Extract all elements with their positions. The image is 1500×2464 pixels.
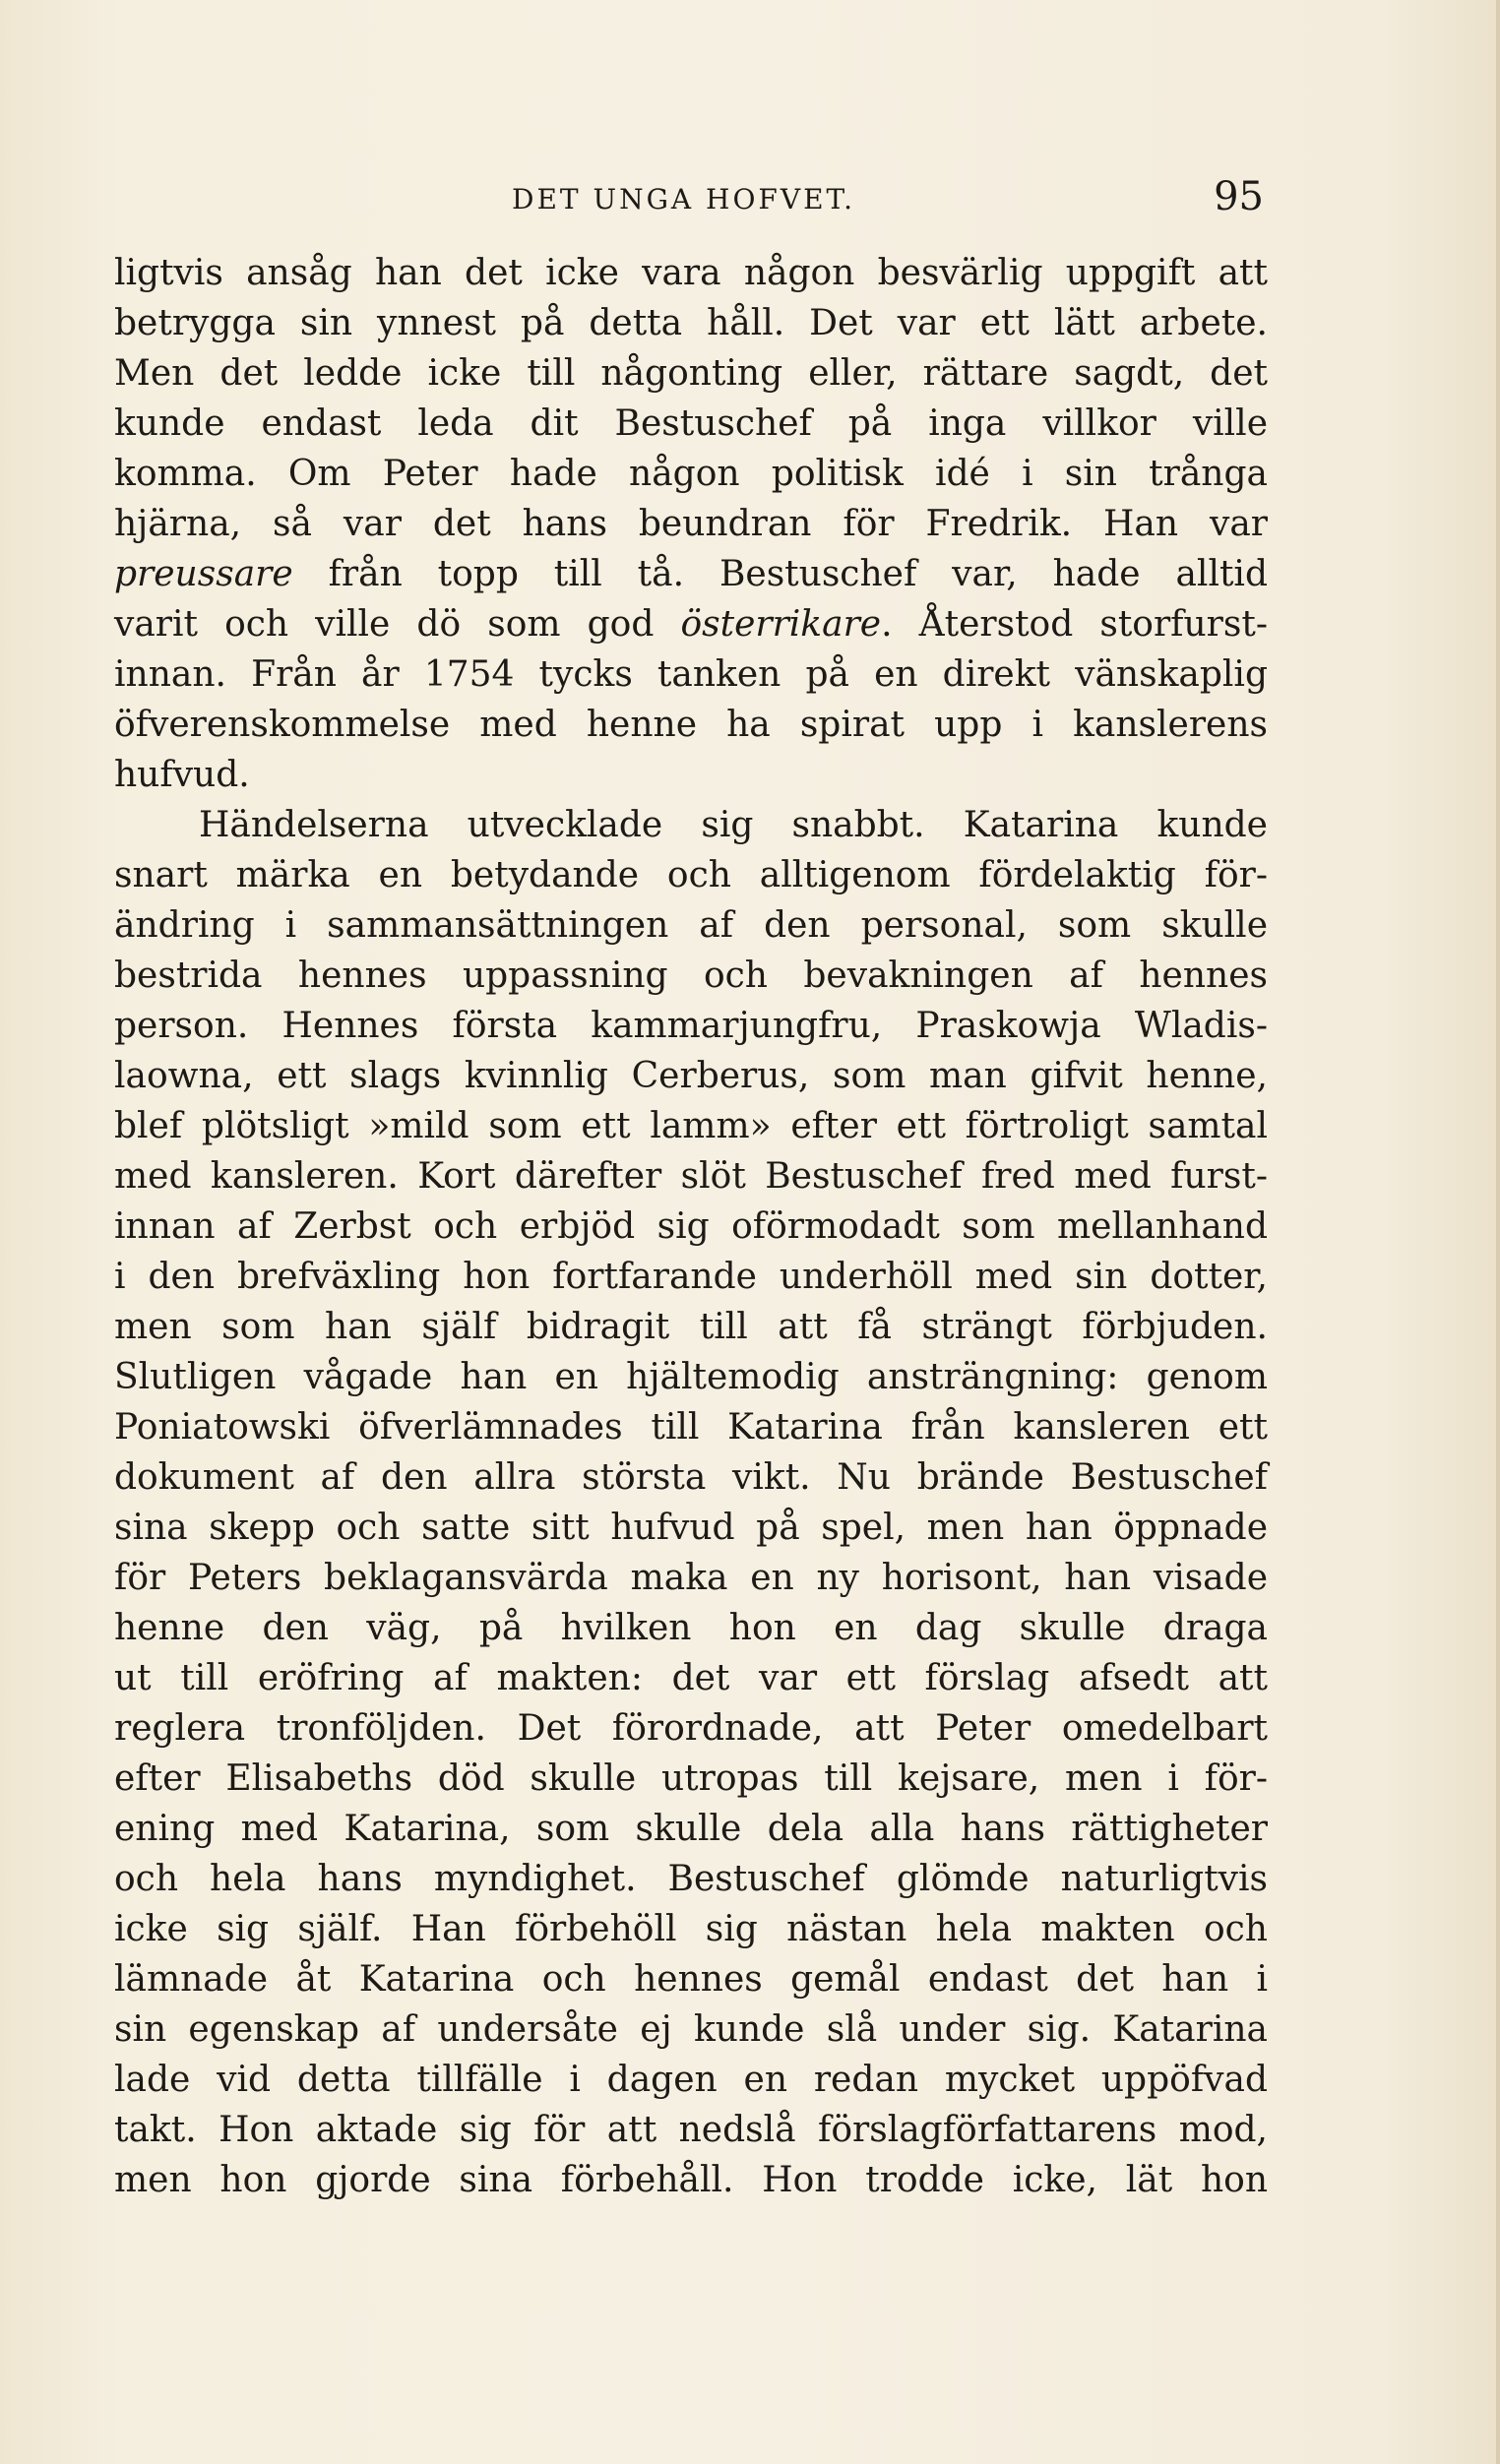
- text-line: [114, 1553, 1268, 1603]
- page-edge: [1496, 0, 1500, 2464]
- line-text: innan. Från år 1754 tycks tanken på en direkt vänskaplig: [114, 654, 1268, 695]
- line-text: men hon gjorde sina förbehåll. Hon trodde icke, lät hon: [114, 2160, 1268, 2200]
- text-line: [114, 348, 1268, 399]
- text-line: [114, 1001, 1268, 1051]
- line-text: komma. Om Peter hade någon politisk idé i sin trånga: [114, 454, 1268, 494]
- text-line: [114, 1904, 1268, 1954]
- line-text: Händelserna utvecklade sig snabbt. Katarina kunde: [199, 805, 1268, 845]
- text-line: [114, 1603, 1268, 1653]
- text-line: [114, 1252, 1268, 1302]
- line-text: öfverenskommelse med henne ha spirat upp i kanslerens: [114, 705, 1268, 745]
- text-line: [114, 951, 1268, 1001]
- text-line: [114, 1452, 1268, 1503]
- text-line: [114, 850, 1268, 900]
- text-line: [114, 248, 1268, 298]
- text-line: [114, 499, 1268, 549]
- line-text: Slutligen vågade han en hjältemodig ansträngning: genom: [114, 1357, 1268, 1397]
- line-text: sina skepp och satte sitt hufvud på spel, men han öppnade: [114, 1508, 1268, 1548]
- line-text: i den brefväxling hon fortfarande underhöll med sin dotter,: [114, 1257, 1268, 1297]
- text-line: [114, 2105, 1268, 2155]
- line-text: . Återstod storfurst-: [881, 604, 1268, 645]
- text-line: [114, 800, 1268, 850]
- line-text: hjärna, så var det hans beundran för Fredrik. Han var: [114, 504, 1268, 544]
- line-text: reglera tronföljden. Det förordnade, att Peter omedelbart: [114, 1708, 1268, 1749]
- line-text: hufvud.: [114, 755, 250, 795]
- line-text: ändring i sammansättningen af den personal, som skulle: [114, 905, 1268, 946]
- text-line: [114, 1754, 1268, 1804]
- line-text: icke sig själf. Han förbehöll sig nästan hela makten och: [114, 1909, 1268, 1949]
- line-text: ut till eröfring af makten: det var ett förslag afsedt att: [114, 1658, 1268, 1698]
- running-head: [0, 175, 1500, 224]
- text-line: [114, 1302, 1268, 1352]
- line-text: Poniatowski öfverlämnades till Katarina från kansleren ett: [114, 1407, 1268, 1448]
- running-title: DET UNGA HOFVET.: [512, 183, 855, 216]
- italic-word: österrikare: [680, 604, 882, 645]
- text-line: [114, 1954, 1268, 2004]
- line-text: betrygga sin ynnest på detta håll. Det var ett lätt arbete.: [114, 303, 1268, 343]
- line-text: takt. Hon aktade sig för att nedslå förslagförfattarens mod,: [114, 2110, 1268, 2150]
- body-text: [114, 248, 1268, 2205]
- text-line: [114, 399, 1268, 449]
- text-line: [114, 2004, 1268, 2055]
- line-text: med kansleren. Kort därefter slöt Bestuschef fred med furst-: [114, 1156, 1268, 1197]
- line-text: Men det ledde icke till någonting eller, rättare sagdt, det: [114, 353, 1268, 394]
- text-line: [114, 549, 1268, 599]
- line-text: person. Hennes första kammarjungfru, Praskowja Wladis-: [114, 1006, 1268, 1046]
- line-text: bestrida hennes uppassning och bevakningen af hennes: [114, 955, 1268, 996]
- line-text: efter Elisabeths död skulle utropas till kejsare, men i för-: [114, 1758, 1268, 1799]
- line-text: innan af Zerbst och erbjöd sig oförmodadt som mellanhand: [114, 1206, 1268, 1247]
- line-text: sin egenskap af undersåte ej kunde slå under sig. Katarina: [114, 2009, 1268, 2050]
- line-text: lämnade åt Katarina och hennes gemål endast det han i: [114, 1959, 1268, 2000]
- text-line: [114, 750, 1268, 800]
- line-text: lade vid detta tillfälle i dagen en redan mycket uppöfvad: [114, 2060, 1268, 2100]
- text-line: [114, 2155, 1268, 2205]
- text-line: [114, 649, 1268, 700]
- text-line: [114, 1703, 1268, 1754]
- line-text: ening med Katarina, som skulle dela alla hans rättigheter: [114, 1809, 1268, 1849]
- text-line: [114, 1854, 1268, 1904]
- text-line: [114, 1804, 1268, 1854]
- line-text: varit och ville dö som god: [114, 604, 681, 645]
- line-text: ligtvis ansåg han det icke vara någon besvärlig uppgift att: [114, 253, 1268, 293]
- line-text: dokument af den allra största vikt. Nu brände Bestuschef: [114, 1457, 1268, 1498]
- line-text: men som han själf bidragit till att få strängt förbjuden.: [114, 1307, 1268, 1347]
- text-line: [114, 1402, 1268, 1452]
- line-text: kunde endast leda dit Bestuschef på inga villkor ville: [114, 403, 1268, 444]
- line-text: för Peters beklagansvärda maka en ny horisont, han visade: [114, 1558, 1268, 1598]
- text-line: [114, 1352, 1268, 1402]
- page-number: 95: [1214, 174, 1264, 219]
- text-line: [114, 599, 1268, 649]
- line-text: laowna, ett slags kvinnlig Cerberus, som man gifvit henne,: [114, 1056, 1268, 1096]
- text-line: [114, 1653, 1268, 1703]
- line-text: henne den väg, på hvilken hon en dag skulle draga: [114, 1608, 1268, 1648]
- text-line: [114, 1051, 1268, 1101]
- line-text: från topp till tå. Bestuschef var, hade alltid: [292, 554, 1268, 594]
- text-line: [114, 1503, 1268, 1553]
- text-line: [114, 449, 1268, 499]
- line-text: snart märka en betydande och alltigenom fördelaktig för-: [114, 855, 1268, 895]
- line-text: och hela hans myndighet. Bestuschef glömde naturligtvis: [114, 1859, 1268, 1899]
- text-line: [114, 1101, 1268, 1151]
- line-text: blef plötsligt »mild som ett lamm» efter ett förtroligt samtal: [114, 1106, 1268, 1146]
- text-line: [114, 1151, 1268, 1201]
- text-line: [114, 1201, 1268, 1252]
- text-line: [114, 2055, 1268, 2105]
- text-line: [114, 900, 1268, 951]
- text-line: [114, 700, 1268, 750]
- text-line: [114, 298, 1268, 348]
- italic-word: preussare: [114, 554, 293, 594]
